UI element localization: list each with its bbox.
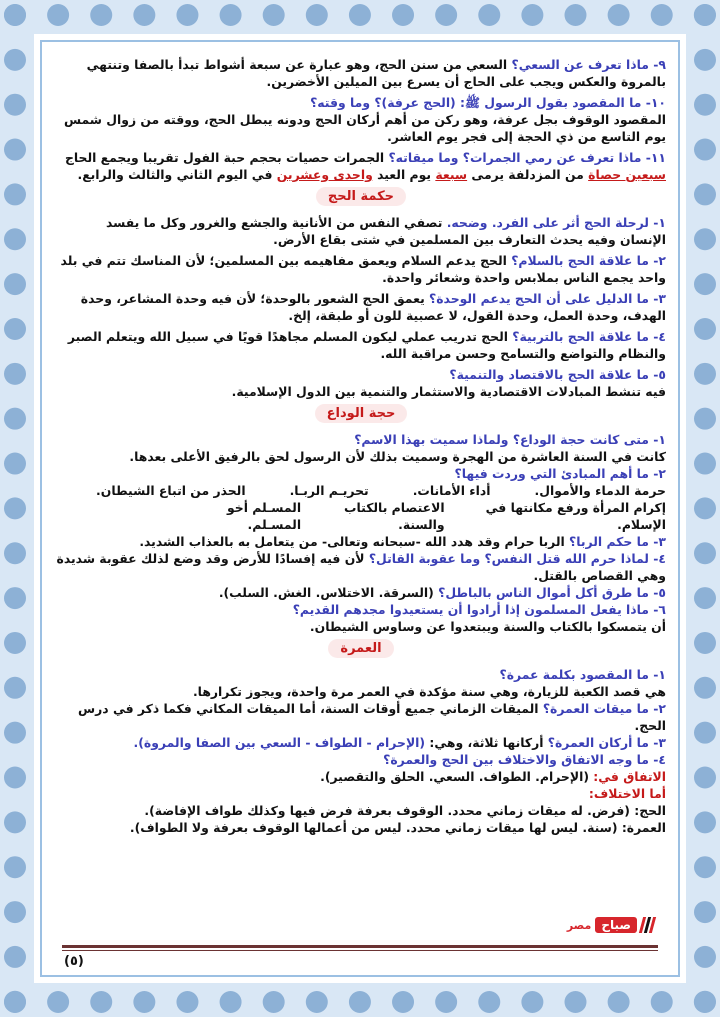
farewell-q3: ٣- ما حكم الربا؟ الربا حرام وقد هدد الله -سبحانه وتعالى- من يتعامل به بالعذاب الشديد. [139, 534, 666, 549]
umrah-q1: ١- ما المقصود بكلمة عمرة؟ هي قصد الكعبة للزيارة، وهي سنة مؤكدة في العمر مرة واحدة، ويجوز تكرارها. [192, 667, 666, 699]
umrah-diff-umrah: العمرة: (سنة. ليس لها ميقات زماني محدد. ليس من أعمالها الوقوف بعرفة ولا الطواف). [129, 820, 666, 835]
umrah-q2: ٢- ما ميقات العمرة؟ الميقات الزماني جميع أوقات السنة، أما الميقات المكاني فكما ذكر في درس الحج. [78, 701, 666, 733]
page-footer [62, 918, 658, 969]
wisdom-q5: ٥- ما علاقة الحج بالاقتصاد والتنمية؟ فيه تنشط المبادلات الاقتصادية والاستثمار والتنمية بين الدول الإسلامية. [231, 367, 666, 399]
sabah-masr-logo: صباح مصر [567, 917, 654, 933]
section-heading-farewell: حجة الوداع [56, 406, 666, 421]
question-9: ٩- ماذا تعرف عن السعي؟ السعي من سنن الحج، وهو عبارة عن سبعة أشواط تبدأ بالصفا وتنتهي بالمروة والعكس ويجب على الحاج أن يسرع بين الميلين الأخضرين. [86, 57, 666, 89]
wisdom-q1: ١- لرحلة الحج أثر على الفرد. وضحه. تصفي النفس من الأنانية والجشع والغرور وكل ما يفسد الإنسان وفيه يحدث التعارف بين المسلمين في شتى بقاع الأرض. [105, 215, 666, 247]
farewell-q6: ٦- ماذا يفعل المسلمون إذا أرادوا أن يستعيدوا مجدهم القديم؟ أن يتمسكوا بالكتاب والسنة ويبتعدوا عن وساوس الشيطان. [292, 602, 666, 634]
principles-row-2: إكرام المرأة ورفع مكانتها في الإسلام. الاعتصام بالكتاب والسنة. المسـلم أخو المسـلم. [227, 500, 666, 532]
footer-rule-thick [62, 945, 658, 948]
wisdom-q3: ٣- ما الدليل على أن الحج يدعم الوحدة؟ يعمق الحج الشعور بالوحدة؛ لأن فيه وحدة المشاعر، وحدة الهدف، وحدة العمل، وحدة القول، لا عصبية للون أو طبقة، إلخ. [80, 291, 666, 323]
wisdom-q4: ٤- ما علاقة الحج بالتربية؟ الحج تدريب عملي ليكون المسلم مجاهدًا قويًا في سبيل الله ويتعلم الصبر والنظام والتواضع والتسامح وحسن مراقبة الله. [67, 329, 666, 361]
umrah-diff-hajj: الحج: (فرض. له ميقات زماني محدد. الوقوف بعرفة فرض فيها وكذلك طواف الإفاضة). [144, 803, 666, 818]
umrah-q3: ٣- ما أركان العمرة؟ أركانها ثلاثة، وهي: (الإحرام - الطواف - السعي بين الصفا والمروة). [133, 735, 666, 750]
umrah-diff-label: أما الاختلاف: [588, 786, 666, 801]
footer-rule-thin [62, 950, 658, 951]
section-heading-umrah: العمرة [56, 641, 666, 656]
umrah-q4: ٤- ما وجه الاتفاق والاختلاف بين الحج والعمرة؟ [383, 752, 666, 767]
logo-stripes-icon [641, 917, 654, 933]
farewell-q2: ٢- ما أهم المبادئ التي وردت فيها؟ [454, 466, 666, 481]
farewell-q1: ١- متى كانت حجة الوداع؟ ولماذا سميت بهذا الاسم؟ كانت في السنة العاشرة من الهجرة وسميت بذلك لأن الرسول لحق بالرفيق الأعلى بعدها. [129, 432, 666, 464]
umrah-agree: الاتفاق في: (الإحرام. الطواف. السعي. الحلق والتقصير). [320, 769, 666, 784]
page-content [40, 40, 680, 977]
wisdom-q2: ٢- ما علاقة الحج بالسلام؟ الحج يدعم السلام ويعمق مفاهيمه بين المسلمين؛ لأن المناسك تتم في بلد واحد يجمع الناس بملابس واحدة وشعائر واحدة. [60, 253, 666, 285]
page-number: (٥) [64, 954, 84, 969]
principles-row-1: حرمة الدماء والأموال. أداء الأمانات. تحريـم الربـا. الحذر من اتباع الشيطان. [96, 483, 666, 498]
question-10: ١٠- ما المقصود بقول الرسول ﷺ: (الحج عرفة)؟ وما وقته؟ المقصود الوقوف بجل عرفة، وهو ركن من أهم أركان الحج ودونه يبطل الحج، ووقته من زوال شمس يوم التاسع من ذي الحجة إلى فجر يوم العاشر. [63, 95, 666, 144]
section-heading-hajj-wisdom: حكمة الحج [56, 189, 666, 204]
farewell-q5: ٥- ما طرق أكل أموال الناس بالباطل؟ (السرقة. الاختلاس. الغش. السلب). [218, 585, 666, 600]
farewell-q4: ٤- لماذا حرم الله قتل النفس؟ وما عقوبة القاتل؟ لأن فيه إفسادًا للأرض وقد وضع لذلك عقوبة شديدة وهي القصاص بالقتل. [56, 551, 666, 583]
question-11: ١١- ماذا تعرف عن رمي الجمرات؟ وما ميقاته؟ الجمرات حصيات بحجم حبة الفول تقريبا ويجمع الحاج سبعين حصاة من المزدلفة يرمى سبعة يوم العيد واحدى وعشرين في اليوم الثاني والثالث والرابع. [64, 150, 666, 182]
